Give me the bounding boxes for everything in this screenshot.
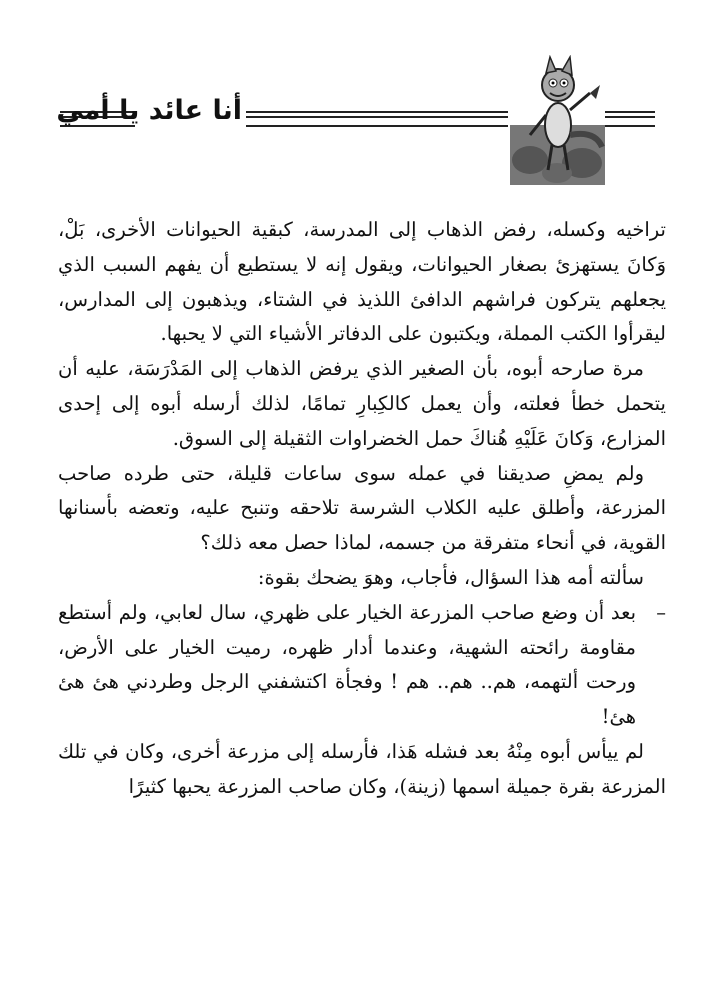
paragraph-4: سألته أمه هذا السؤال، فأجاب، وهوَ يضحك بقوة: <box>257 565 644 589</box>
cartoon-animal-illustration-icon <box>510 55 605 185</box>
dash-bullet: – <box>656 600 666 624</box>
story-text <box>58 213 666 805</box>
chapter-header <box>0 50 720 190</box>
paragraph-1: تراخيه وكسله، رفض الذهاب إلى المدرسة، كبقية الحيوانات الأخرى، بَلْ، وَكانَ يستهزئ بصغار الحيوانات، ويقول إنه لا يستطيع أن يفهم السبب الذي يجعلهم يتركون فراشهم الدافئ اللذيذ في الشتاء، ويذهبون إلى المدارس، ليقرأوا الكتب المملة، ويكتبون على الدفاتر الأشياء التي لا يحبها. <box>58 218 666 346</box>
decorative-lines-right <box>605 111 655 127</box>
dialogue-paragraph <box>58 596 666 735</box>
paragraph-3: ولم يمضِ صديقنا في عمله سوى ساعات قليلة، حتى طرده صاحب المزرعة، وأطلق عليه الكلاب الشرسة تلاحقه وتنبح عليه، وتعضه بأسنانها القوية، في أنحاء متفرقة من جسمه، لماذا حصل معه ذلك؟ <box>58 461 666 555</box>
dialogue-text: بعد أن وضع صاحب المزرعة الخيار على ظهري، سال لعابي، ولم أستطع مقاومة رائحته الشهية، وعندما أدار ظهره، رميت الخيار على الأرض، ورحت ألتهمه، هم.. هم.. هم ! وفجأة اكتشفني الرجل وطردني هئ هئ هئ! <box>58 600 636 729</box>
paragraph-closing: لم ييأس أبوه مِنْهُ بعد فشله هَذا، فأرسله إلى مزرعة أخرى، وكان في تلك المزرعة بقرة جميلة اسمها (زينة)، وكان صاحب المزرعة يحبها كثيرًا <box>58 739 666 798</box>
paragraph-2: مرة صارحه أبوه، بأن الصغير الذي يرفض الذهاب إلى المَدْرَسَة، عليه أن يتحمل خطأ فعلته، وأن يعمل كالكِبارِ تمامًا، لذلك أرسله أبوه إلى إحدى المزارع، وَكانَ عَلَيْهِ هُناكَ حمل الخضراوات الثقيلة إلى السوق. <box>58 357 666 450</box>
chapter-title: أنا عائد يا أمي <box>56 95 242 126</box>
decorative-lines-middle <box>246 111 508 127</box>
